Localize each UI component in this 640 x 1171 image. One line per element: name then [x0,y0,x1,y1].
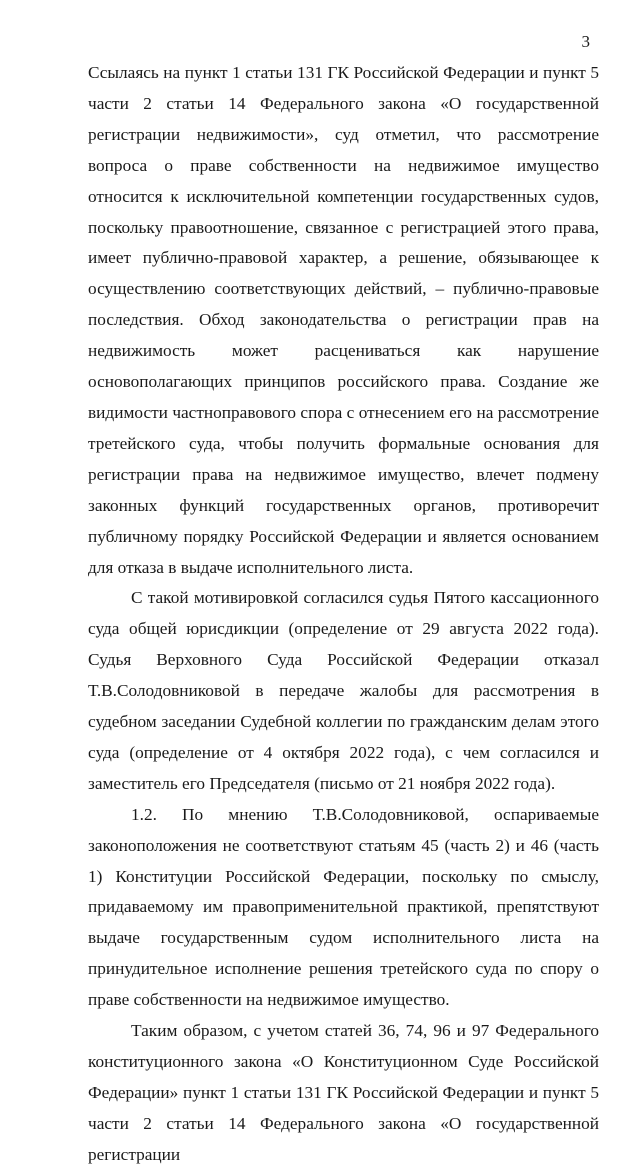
page-number: 3 [581,32,590,51]
paragraph-conclusion-start: Таким образом, с учетом статей 36, 74, 96 и 97 Федерального конституционного закона «О Конституционном Суде Российской Федерации» пункт 1 статьи 131 ГК Российской Федерации и пункт 5 части 2 статьи 14 Федерального закона «О государственной регистрации [88,1021,599,1164]
document-body [88,58,599,1171]
paragraph-appeals-history: С такой мотивировкой согласился судья Пятого кассационного суда общей юрисдикции (определение от 29 августа 2022 года). Судья Верховного Суда Российской Федерации отказал Т.В.Солодовниковой в передаче жалобы для рассмотрения в судебном заседании Судебной коллегии по гражданским делам этого суда (определение от 4 октября 2022 года), с чем согласился и заместитель его Председателя (письмо от 21 ноября 2022 года). [88,588,599,793]
paragraph-applicant-position: 1.2. По мнению Т.В.Солодовниковой, оспариваемые законоположения не соответствуют статьям 45 (часть 2) и 46 (часть 1) Конституции Российской Федерации, поскольку по смыслу, придаваемому им правоприменительной практикой, препятствуют выдаче государственным судом исполнительного листа на принудительное исполнение решения третейского суда по спору о праве собственности на недвижимое имущество. [88,804,599,1010]
paragraph-court-reasoning: Ссылаясь на пункт 1 статьи 131 ГК Российской Федерации и пункт 5 части 2 статьи 14 Федерального закона «О государственной регистрации недвижимости», суд отметил, что рассмотрение вопроса о праве собственности на недвижимое имущество относится к исключительной компетенции государственных судов, поскольку правоотношение, связанное с регистрацией этого права, имеет публично-правовой характер, а решение, обязывающее к осуществлению соответствующих действий, – публично-правовые последствия. Обход законодательства о регистрации прав на недвижимость может расцениваться как нарушение основополагающих принципов российского права. Создание же видимости частноправового спора с отнесением его на рассмотрение третейского суда, чтобы получить формальные основания для регистрации права на недвижимое имущество, влечет подмену законных функций государственных органов, противоречит публичному порядку Российской Федерации и является основанием для отказа в выдаче исполнительного листа. [88,63,599,577]
